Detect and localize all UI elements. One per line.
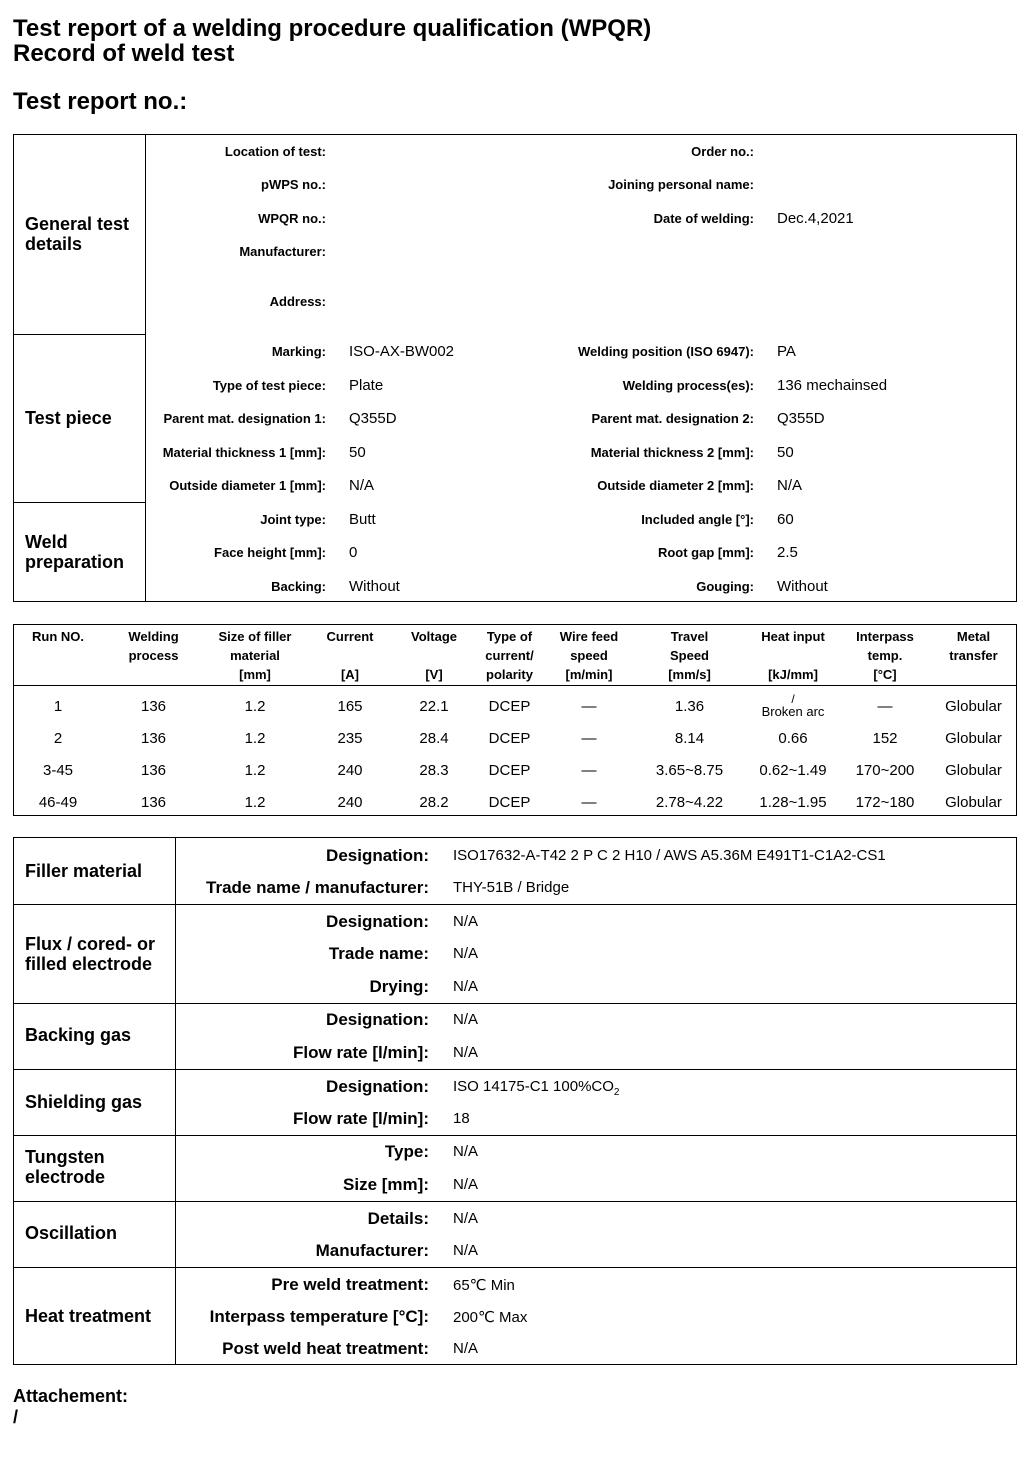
cell: 152	[872, 729, 898, 747]
cell: —	[877, 697, 893, 715]
section-backing-gas: Backing gas	[25, 1025, 132, 1045]
joint-value: Butt	[349, 511, 376, 528]
od2-label: Outside diameter 2 [mm]:	[597, 478, 754, 493]
filler-trade-value: THY-51B / Bridge	[453, 879, 570, 896]
shielding-gas-designation-label: Designation:	[326, 1077, 429, 1096]
col-travel-speed: Travel Speed [mm/s]	[668, 629, 711, 682]
cell: DCEP	[488, 761, 531, 779]
flux-designation-value: N/A	[453, 913, 479, 930]
position-label: Welding position (ISO 6947):	[578, 344, 754, 359]
general-details-box	[13, 134, 1017, 602]
marking-value: ISO-AX-BW002	[349, 343, 455, 360]
flux-drying-label: Drying:	[369, 977, 429, 996]
cell: 2.78~4.22	[655, 793, 724, 811]
col-run-no: Run NO.	[32, 629, 84, 644]
cell: 165	[337, 697, 363, 715]
cell: 1.2	[244, 729, 266, 747]
tungsten-type-value: N/A	[453, 1143, 479, 1160]
col-current-type: Type of current/ polarity	[485, 629, 534, 682]
cell: 170~200	[855, 761, 915, 779]
date-value: Dec.4,2021	[777, 210, 854, 227]
col-metal-transfer: Metal transfer	[949, 629, 998, 663]
pwps-label: pWPS no.:	[261, 177, 326, 192]
column-divider	[145, 135, 146, 601]
marking-label: Marking:	[271, 344, 326, 359]
cell: 136	[140, 729, 167, 747]
cell: 3-45	[42, 761, 74, 779]
process-value: 136 mechainsed	[777, 377, 888, 394]
section-divider	[14, 1267, 1016, 1268]
order-label: Order no.:	[691, 144, 754, 159]
root-label: Root gap [mm]:	[657, 545, 754, 560]
cell: Globular	[945, 761, 1002, 779]
oscillation-details-value: N/A	[453, 1210, 479, 1227]
gouging-label: Gouging:	[696, 579, 754, 594]
col-filler-size: Size of filler material [mm]	[218, 629, 292, 682]
cell: 1	[53, 697, 63, 715]
backing-label: Backing:	[271, 579, 326, 594]
cell: 46-49	[38, 793, 78, 811]
shielding-gas-designation-text: ISO 14175-C1 100%CO	[453, 1078, 614, 1095]
mt2-value: 50	[777, 444, 794, 461]
flux-trade-value: N/A	[453, 945, 479, 962]
section-divider	[14, 1069, 1016, 1070]
section-filler-material: Filler material	[25, 861, 143, 881]
pm1-label: Parent mat. designation 1:	[163, 411, 326, 426]
gouging-value: Without	[777, 578, 828, 595]
shielding-gas-flow-label: Flow rate [l/min]:	[293, 1109, 429, 1128]
cell: DCEP	[488, 793, 531, 811]
table-row	[14, 786, 1016, 818]
cell: 136	[140, 697, 167, 715]
section-divider	[14, 1135, 1016, 1136]
interpass-temp-value: 200℃ Max	[453, 1309, 528, 1326]
shielding-gas-designation-value	[453, 1078, 619, 1098]
post-weld-value: N/A	[453, 1340, 479, 1357]
cell: 0.66	[778, 729, 808, 747]
address-label: Address:	[269, 294, 326, 309]
mt2-label: Material thickness 2 [mm]:	[590, 445, 754, 460]
type-value: Plate	[349, 377, 384, 394]
cell: 22.1	[419, 697, 449, 715]
angle-label: Included angle [°]:	[641, 512, 754, 527]
manufacturer-label: Manufacturer:	[239, 244, 326, 259]
page-subtitle: Record of weld test	[13, 40, 235, 67]
cell: DCEP	[488, 729, 531, 747]
shielding-gas-designation-subscript: 2	[613, 1087, 620, 1098]
cell: 0.62~1.49	[759, 761, 827, 779]
section-divider	[14, 502, 145, 503]
section-weld-preparation: Weld preparation	[25, 532, 125, 572]
weld-runs-table	[13, 624, 1017, 816]
mt1-value: 50	[349, 444, 366, 461]
pm1-value: Q355D	[349, 410, 397, 427]
flux-designation-label: Designation:	[326, 912, 429, 931]
od1-value: N/A	[349, 477, 375, 494]
table-header-row	[14, 625, 1016, 686]
post-weld-label: Post weld heat treatment:	[222, 1339, 429, 1358]
backing-value: Without	[349, 578, 400, 595]
pm2-value: Q355D	[777, 410, 825, 427]
table-row	[14, 686, 1016, 723]
cell: 1.2	[244, 793, 266, 811]
interpass-temp-label: Interpass temperature [°C]:	[209, 1307, 429, 1326]
oscillation-details-label: Details:	[367, 1209, 429, 1228]
pre-weld-label: Pre weld treatment:	[271, 1275, 429, 1294]
section-flux: Flux / cored- or filled electrode	[25, 934, 156, 974]
cell: 28.2	[419, 793, 449, 811]
cell: 1.36	[674, 697, 705, 715]
tungsten-type-label: Type:	[384, 1142, 429, 1161]
section-oscillation: Oscillation	[25, 1223, 118, 1243]
col-welding-process: Welding process	[128, 629, 179, 663]
mt1-label: Material thickness 1 [mm]:	[162, 445, 326, 460]
cell: —	[581, 729, 597, 747]
section-divider	[14, 904, 1016, 905]
section-divider	[14, 334, 145, 335]
filler-designation-value: ISO17632-A-T42 2 P C 2 H10 / AWS A5.36M E491T1-C1A2-CS1	[453, 847, 886, 864]
tungsten-size-label: Size [mm]:	[343, 1175, 429, 1194]
section-tungsten-electrode: Tungsten electrode	[25, 1147, 106, 1187]
backing-gas-designation-label: Designation:	[326, 1010, 429, 1029]
root-value: 2.5	[777, 544, 798, 561]
cell: —	[581, 761, 597, 779]
cell: —	[581, 697, 597, 715]
cell: 28.3	[419, 761, 449, 779]
flux-trade-label: Trade name:	[328, 944, 429, 963]
table-row	[14, 754, 1016, 786]
col-current: Current [A]	[326, 629, 374, 682]
type-label: Type of test piece:	[212, 378, 326, 393]
oscillation-manufacturer-value: N/A	[453, 1242, 479, 1259]
tungsten-size-value: N/A	[453, 1176, 479, 1193]
heat-input-slash: /	[791, 691, 795, 706]
report-no-label: Test report no.:	[13, 88, 188, 115]
backing-gas-flow-label: Flow rate [l/min]:	[293, 1043, 429, 1062]
column-divider	[175, 838, 176, 1364]
od1-label: Outside diameter 1 [mm]:	[169, 478, 326, 493]
cell: 3.65~8.75	[655, 761, 724, 779]
col-heat-input: Heat input [kJ/mm]	[761, 629, 825, 682]
oscillation-manufacturer-label: Manufacturer:	[315, 1241, 429, 1260]
location-label: Location of test:	[224, 144, 326, 159]
col-voltage: Voltage [V]	[411, 629, 457, 682]
od2-value: N/A	[777, 477, 803, 494]
cell: Globular	[945, 697, 1002, 715]
backing-gas-designation-value: N/A	[453, 1011, 479, 1028]
process-label: Welding process(es):	[622, 378, 754, 393]
backing-gas-flow-value: N/A	[453, 1044, 479, 1061]
shielding-gas-flow-value: 18	[453, 1110, 470, 1127]
section-test-piece: Test piece	[25, 408, 112, 428]
cell: 28.4	[419, 729, 449, 747]
cell: DCEP	[488, 697, 531, 715]
attachment-value: /	[13, 1407, 19, 1427]
section-shielding-gas: Shielding gas	[25, 1092, 143, 1112]
table-row	[14, 722, 1016, 754]
filler-designation-label: Designation:	[326, 846, 429, 865]
pre-weld-value: 65℃ Min	[453, 1277, 515, 1294]
date-label: Date of welding:	[653, 211, 754, 226]
cell: Globular	[945, 793, 1002, 811]
section-general-test-details: General test details	[25, 214, 130, 254]
filler-trade-label: Trade name / manufacturer:	[206, 878, 429, 897]
cell: 136	[140, 761, 167, 779]
section-heat-treatment: Heat treatment	[25, 1306, 152, 1326]
attachment-label: Attachement:	[13, 1386, 129, 1406]
cell: 136	[140, 793, 167, 811]
flux-drying-value: N/A	[453, 978, 479, 995]
cell: 235	[337, 729, 363, 747]
cell: 240	[337, 793, 363, 811]
angle-value: 60	[777, 511, 794, 528]
cell: —	[581, 793, 597, 811]
consumables-box	[13, 837, 1017, 1365]
cell: 2	[53, 729, 63, 747]
cell: 8.14	[674, 729, 705, 747]
position-value: PA	[777, 343, 796, 360]
col-wire-feed: Wire feed speed [m/min]	[559, 629, 619, 682]
cell: 172~180	[855, 793, 915, 811]
pm2-label: Parent mat. designation 2:	[591, 411, 754, 426]
cell: 1.2	[244, 761, 266, 779]
col-interpass-temp: Interpass temp. [°C]	[856, 629, 914, 682]
heat-input-note: Broken arc	[761, 703, 825, 719]
cell: 1.2	[244, 697, 266, 715]
joining-label: Joining personal name:	[608, 177, 754, 192]
cell: 1.28~1.95	[759, 793, 827, 811]
wpqr-label: WPQR no.:	[258, 211, 326, 226]
joint-label: Joint type:	[260, 512, 326, 527]
cell-heat-input-broken-arc	[747, 686, 839, 723]
section-divider	[14, 1201, 1016, 1202]
section-divider	[14, 1003, 1016, 1004]
cell: 240	[337, 761, 363, 779]
cell: Globular	[945, 729, 1002, 747]
page-title: Test report of a welding procedure qualification (WPQR)	[13, 15, 652, 42]
face-label: Face height [mm]:	[214, 545, 326, 560]
face-value: 0	[349, 544, 358, 561]
